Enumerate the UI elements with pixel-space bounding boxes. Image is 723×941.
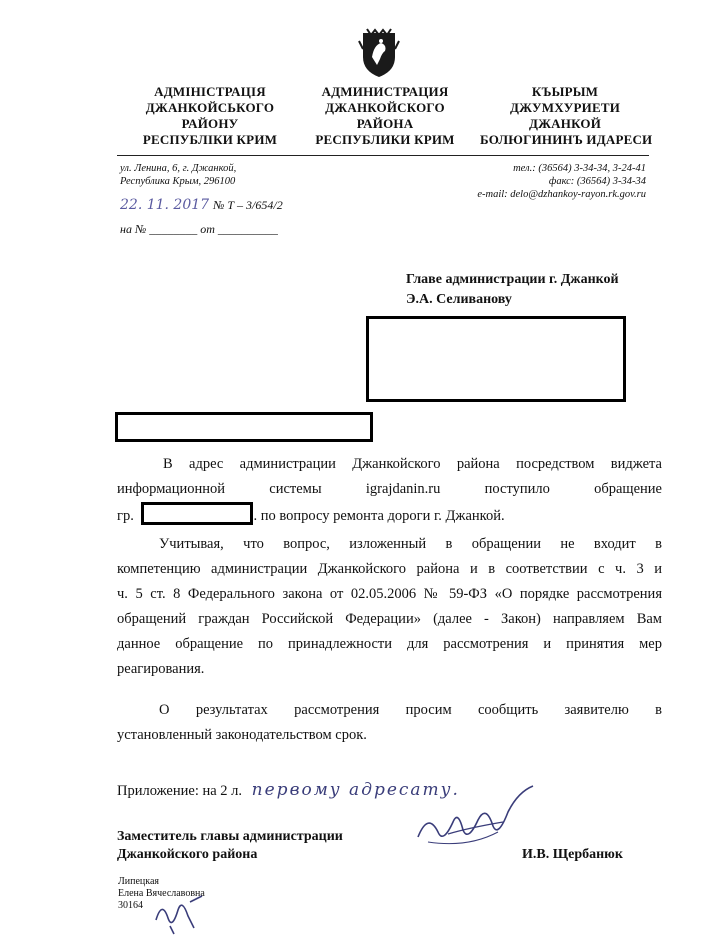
header-ru-line: АДМИНИСТРАЦИЯ: [321, 84, 449, 99]
registration-number: № Т – 3/654/2: [213, 198, 283, 212]
body-line: компетенцию администрации Джанкойского района и в соответствии с ч. 3 и: [117, 561, 662, 577]
header-ru-line: РЕСПУБЛИКИ КРИМ: [315, 132, 455, 147]
header-ua-line: РАЙОНУ: [181, 116, 239, 131]
header-ua-line: ДЖАНКОЙСЬКОГО: [145, 100, 275, 115]
position-line: Джанкойского района: [117, 847, 258, 862]
subject-text: . по вопросу ремонта дороги г. Джанкой.: [253, 508, 505, 524]
header-divider: [117, 155, 649, 156]
attachment-handwritten: первому адресату.: [251, 780, 460, 800]
executor-name: Елена Вячеславовна: [118, 888, 205, 899]
addressee-title: Главе администрации г. Джанкой: [406, 272, 619, 287]
handwritten-date: 22. 11. 2017: [120, 197, 210, 213]
body-line: обращений граждан Российской Федерации» (далее - Закон) направляем Вам: [117, 611, 662, 627]
address-block: [120, 162, 236, 188]
body-line: информационной системы igrajdanin.ru поступило обращение: [117, 481, 662, 497]
header-crimean-tatar: [480, 84, 653, 148]
body-line: данное обращение по принадлежности для рассмотрения и принятия мер: [117, 636, 662, 652]
header-ru-line: РАЙОНА: [356, 116, 414, 131]
header-ua-line: РЕСПУБЛІКИ КРИМ: [142, 132, 278, 147]
handwritten-signature: [408, 782, 538, 852]
body-line: реагирования.: [117, 661, 205, 677]
redacted-citizen-name: [141, 502, 253, 525]
signatory-position: [117, 828, 343, 864]
fax-text: факс: (36564) 3-34-34: [548, 176, 646, 187]
header-crh-line: КЪЫРЫМ: [531, 84, 599, 99]
addressee-name: Э.А. Селиванову: [406, 292, 512, 307]
body-line: [117, 502, 662, 529]
body-line: В адрес администрации Джанкойского района посредством виджета: [163, 456, 662, 472]
body-paragraph-2: [117, 532, 662, 682]
signatory-name: И.В. Щербанюк: [522, 847, 623, 862]
header-crh-line: БОЛЮГИНИНЪ ИДАРЕСИ: [480, 132, 653, 147]
attachment-label: Приложение: на 2 л.: [117, 783, 243, 799]
citizen-prefix: гр.: [117, 508, 134, 524]
body-line: О результатах рассмотрения просим сообщить заявителю в: [159, 702, 662, 718]
executor-initials-scribble: [150, 890, 210, 936]
header-russian: [303, 84, 467, 148]
executor-surname: Липецкая: [118, 876, 160, 887]
contacts-block: [420, 162, 646, 201]
position-line: Заместитель главы администрации: [117, 829, 343, 844]
header-crh-line: ДЖАНКОЙ: [528, 116, 602, 131]
body-paragraph-3: [117, 698, 662, 748]
header-crh-line: ДЖУМХУРИЕТИ: [509, 100, 621, 115]
redacted-box-recipient: [366, 316, 626, 402]
addressee-block: [406, 270, 619, 310]
body-paragraph-1: [117, 452, 662, 529]
body-line: ч. 5 ст. 8 Федерального закона от 02.05.2006 № 59-ФЗ «О порядке рассмотрения: [117, 586, 662, 602]
executor-phone: 30164: [118, 900, 143, 911]
header-ukrainian: [130, 84, 290, 148]
registration-number-line: [120, 196, 283, 214]
body-line: установленный законодательством срок.: [117, 727, 367, 743]
header-ru-line: ДЖАНКОЙСКОГО: [325, 100, 445, 115]
address-line: ул. Ленина, 6, г. Джанкой,: [120, 163, 237, 174]
body-line: Учитывая, что вопрос, изложенный в обращении не входит в: [159, 536, 662, 552]
email-text: e-mail: delo@dzhankoy-rayon.rk.gov.ru: [477, 189, 646, 200]
reply-reference-line: на № ________ от __________: [120, 222, 278, 236]
header-ua-line: АДМІНІСТРАЦІЯ: [154, 84, 266, 99]
redacted-box-subject: [115, 412, 373, 442]
coat-of-arms-emblem: [357, 27, 401, 79]
phone-text: тел.: (36564) 3-34-34, 3-24-41: [513, 163, 646, 174]
address-line: Республика Крым, 296100: [120, 176, 236, 187]
